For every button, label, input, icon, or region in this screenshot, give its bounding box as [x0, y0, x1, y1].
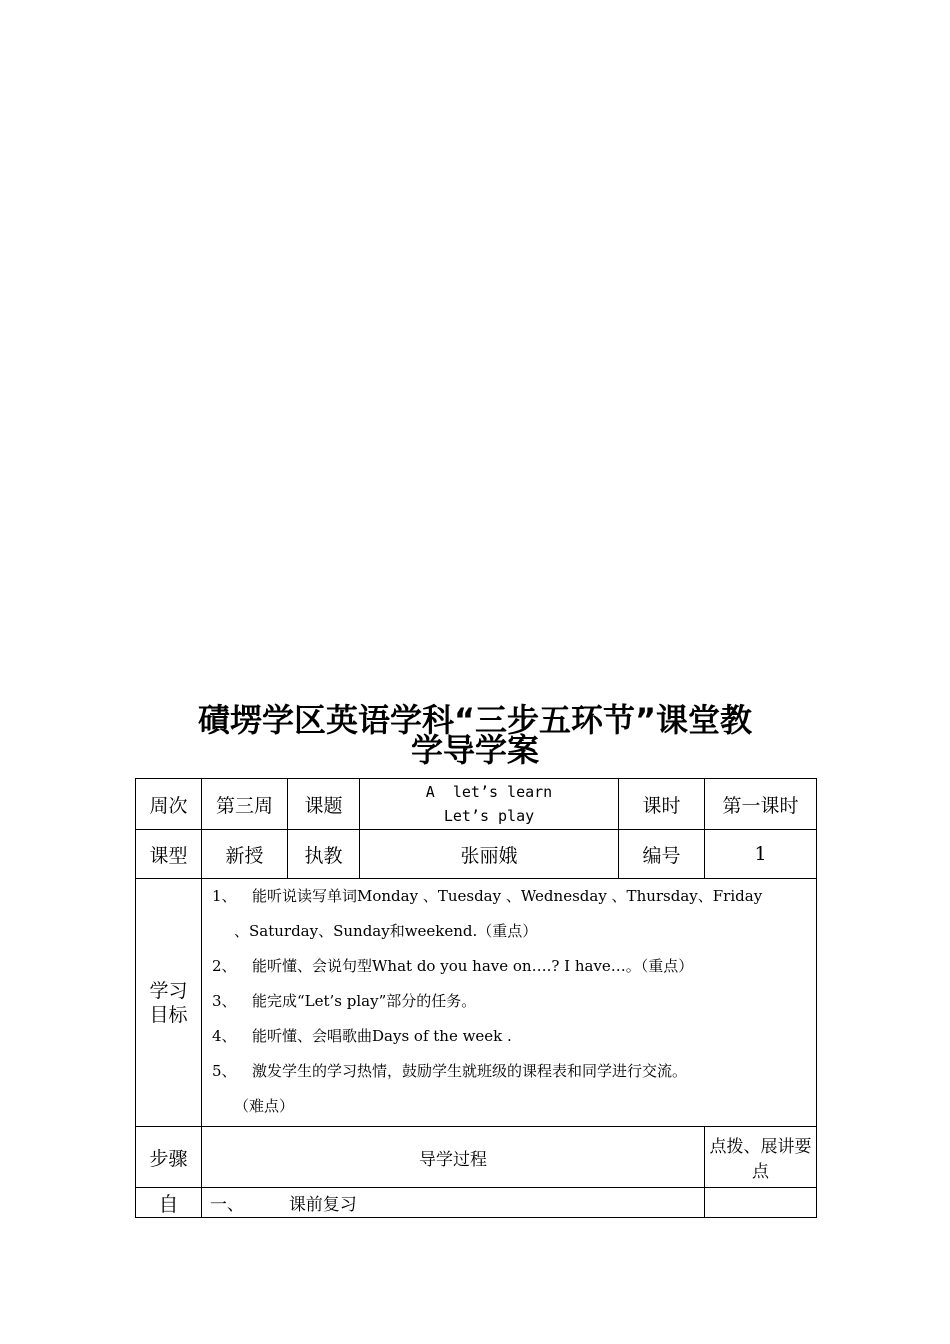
goal-item: 1、 能听说读写单词Monday 、Tuesday 、Wednesday 、Thursday、Friday	[212, 887, 763, 905]
process-cell	[202, 1188, 705, 1218]
goal-item: 4、 能听懂、会唱歌曲Days of the week .	[212, 1027, 512, 1045]
title-line-1: 磧塄学区英语学科“三步五环节”课堂教	[197, 701, 753, 739]
topic-value	[360, 779, 619, 830]
goals-label-line-2: 目标	[149, 1003, 188, 1026]
goal-item: 2、 能听懂、会说句型What do you have on….? I have…。（重点）	[212, 957, 694, 975]
title-line-2: 学导学案	[410, 731, 539, 769]
goals-content	[202, 879, 817, 1127]
topic-line-1: A let’s learn	[425, 783, 553, 801]
teacher-label: 执教	[288, 830, 360, 879]
teacher-value: 张丽娥	[360, 830, 619, 879]
table-row	[136, 1127, 817, 1188]
points-label: 点拨、展讲要点	[705, 1127, 817, 1188]
goals-label	[136, 879, 202, 1127]
process-label: 导学过程	[202, 1127, 705, 1188]
goal-item: （难点）	[234, 1097, 295, 1115]
item-text: 课前复习	[288, 1195, 357, 1215]
goal-item: 5、 激发学生的学习热情，鼓励学生就班级的课程表和同学进行交流。	[212, 1062, 688, 1080]
lesson-plan-table	[135, 778, 817, 1218]
number-label: 编号	[619, 830, 705, 879]
item-number: 一、	[210, 1195, 244, 1215]
step-label: 步骤	[136, 1127, 202, 1188]
type-value: 新授	[202, 830, 288, 879]
goal-item: 3、 能完成“Let’s play”部分的任务。	[212, 992, 477, 1010]
table-row	[136, 879, 817, 1127]
type-label: 课型	[136, 830, 202, 879]
goal-item: 、Saturday、Sunday和weekend.（重点）	[234, 922, 538, 940]
step-cell: 自	[136, 1188, 202, 1218]
period-value: 第一课时	[705, 779, 817, 830]
topic-label: 课题	[288, 779, 360, 830]
goals-label-line-1: 学习	[149, 979, 188, 1002]
period-label: 课时	[619, 779, 705, 830]
points-cell	[705, 1188, 817, 1218]
topic-line-2: Let’s play	[443, 807, 535, 825]
table-row	[136, 830, 817, 879]
week-label: 周次	[136, 779, 202, 830]
week-value: 第三周	[202, 779, 288, 830]
table-row	[136, 1188, 817, 1218]
document-title	[135, 700, 815, 780]
number-value: 1	[705, 830, 817, 879]
table-row	[136, 779, 817, 830]
